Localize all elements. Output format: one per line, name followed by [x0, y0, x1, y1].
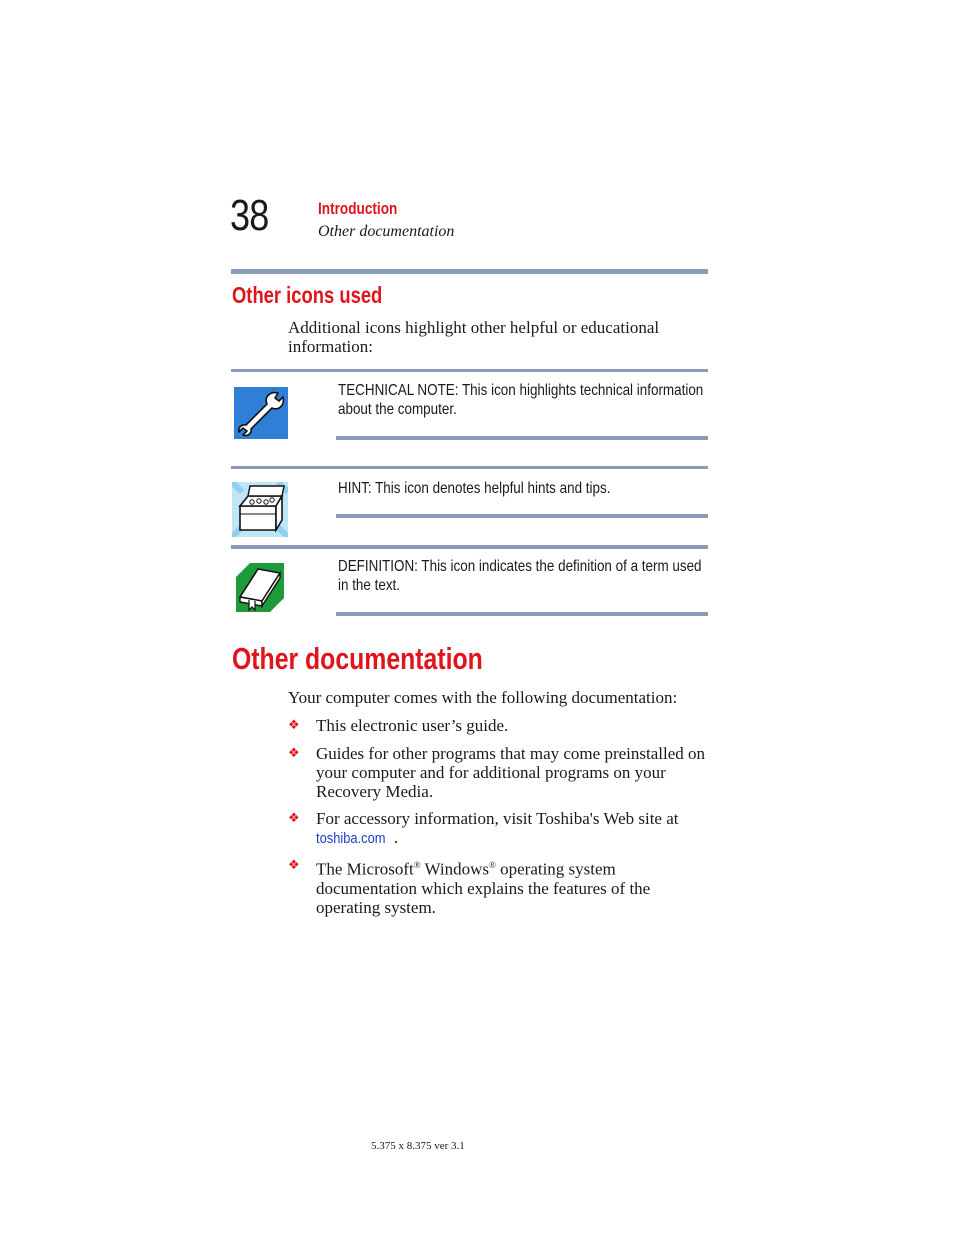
list-item: Guides for other programs that may come preinstalled on your computer and for additional programs on your Recovery Media.	[316, 744, 705, 801]
technical-note-text: TECHNICAL NOTE: This icon highlights technical information about the computer.	[338, 382, 704, 418]
documentation-intro: Your computer comes with the following documentation:	[288, 688, 678, 707]
section-heading-other-icons: Other icons used	[232, 282, 383, 308]
list-item-punctuation: .	[393, 828, 399, 847]
definition-bottom-rule	[336, 612, 708, 616]
hint-text: HINT: This icon denotes helpful hints and tips.	[338, 480, 611, 497]
list-item-text: Windows	[420, 859, 490, 879]
definition-top-rule	[231, 545, 708, 549]
bullet-glyph: ❖	[288, 718, 300, 733]
header-divider	[231, 269, 708, 274]
treasure-chest-icon	[232, 482, 288, 537]
book-icon	[236, 563, 284, 612]
hint-bottom-rule	[336, 514, 708, 518]
registered-mark: ®	[489, 860, 496, 870]
section-subtitle: Other documentation	[318, 223, 455, 240]
toshiba-link[interactable]: toshiba.com	[316, 830, 386, 847]
page-number: 38	[230, 191, 269, 240]
bullet-glyph: ❖	[288, 746, 300, 761]
list-item-text: The Microsoft	[316, 859, 414, 879]
hint-top-rule	[231, 466, 708, 469]
list-item: This electronic user’s guide.	[316, 716, 509, 735]
note-top-rule	[231, 369, 708, 372]
chapter-title: Introduction	[318, 199, 398, 218]
list-item-text: operating system documentation which explains the features of the operating system.	[316, 859, 651, 917]
bullet-glyph: ❖	[288, 811, 300, 826]
definition-text: DEFINITION: This icon indicates the definition of a term used in the text.	[338, 558, 702, 594]
note-bottom-rule	[336, 436, 708, 440]
wrench-icon	[234, 387, 288, 439]
list-item	[316, 809, 708, 848]
page-footer: 5.375 x 8.375 ver 3.1	[371, 1140, 465, 1152]
list-item-text: For accessory information, visit Toshiba's Web site at	[316, 809, 679, 828]
registered-mark: ®	[413, 860, 421, 870]
list-item	[316, 856, 708, 917]
section-heading-other-documentation: Other documentation	[232, 641, 483, 676]
bullet-glyph: ❖	[288, 858, 300, 873]
other-icons-intro: Additional icons highlight other helpful or educational information:	[288, 318, 660, 356]
